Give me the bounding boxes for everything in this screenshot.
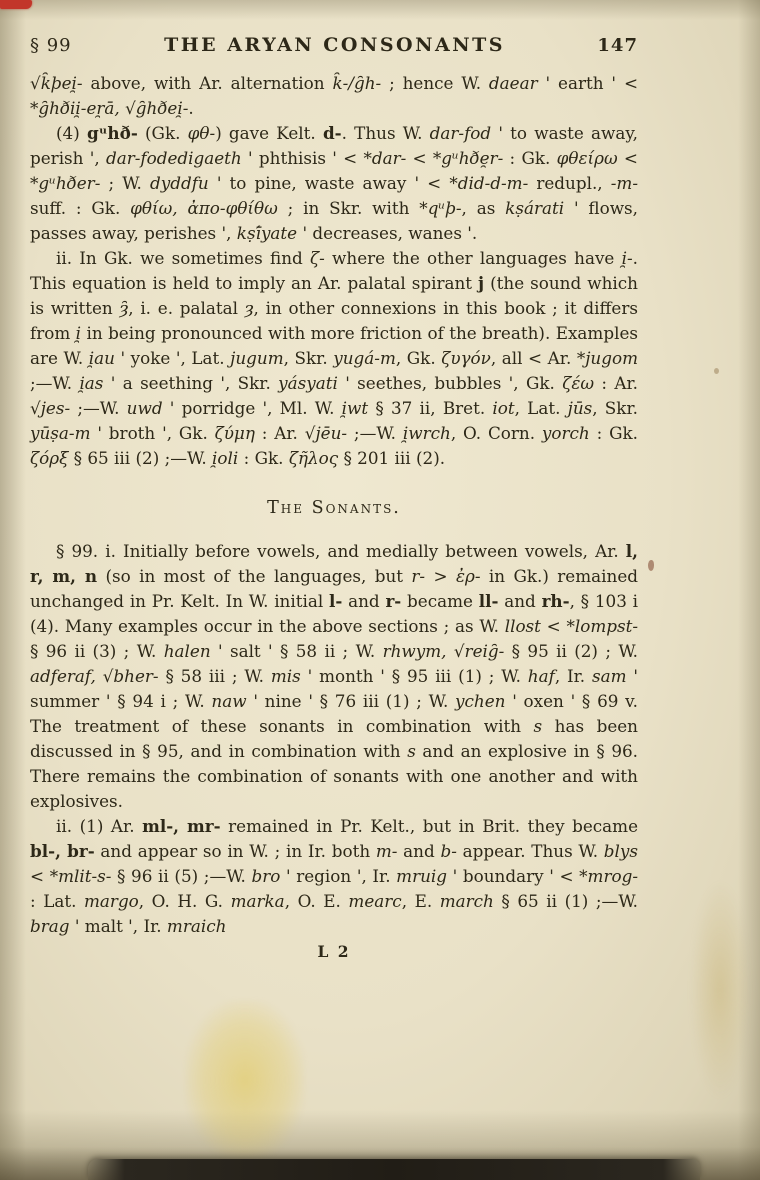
section-number: § 99 bbox=[30, 35, 72, 56]
paper-stain bbox=[185, 1000, 305, 1160]
text-run: k̑-/g̑h- bbox=[332, 73, 382, 93]
text-run: ;—W. bbox=[70, 398, 127, 418]
page-content bbox=[30, 34, 638, 961]
text-run: ) gave Kelt. bbox=[215, 123, 323, 143]
text-run: ζῆλος bbox=[288, 448, 339, 468]
text-run: φθίω, ἀπο-φθίθω bbox=[130, 198, 278, 218]
text-run: ;—W. bbox=[30, 373, 80, 393]
text-run: ' decreases, wanes '. bbox=[297, 223, 478, 243]
text-run: (4) bbox=[56, 123, 87, 143]
signature-mark: L 2 bbox=[317, 942, 351, 961]
text-run: jūs bbox=[567, 398, 593, 418]
text-run: blys bbox=[603, 841, 638, 861]
text-run: , O. Corn. bbox=[450, 423, 542, 443]
paragraph-99-ii bbox=[30, 814, 638, 939]
text-run: ' earth ' < bbox=[537, 73, 639, 93]
running-title: THE ARYAN CONSONANTS bbox=[164, 34, 505, 56]
text-run: , Lat. bbox=[514, 398, 568, 418]
text-run: mis bbox=[270, 666, 301, 686]
text-run: ; W. bbox=[100, 173, 150, 193]
text-run: i̯- bbox=[621, 248, 633, 268]
text-run: and appear so in W. ; in Ir. both bbox=[94, 841, 376, 861]
text-run: < bbox=[617, 148, 638, 168]
text-run: redupl., bbox=[528, 173, 611, 193]
text-run: § 58 iii ; W. bbox=[158, 666, 271, 686]
text-run: φθ- bbox=[187, 123, 216, 143]
text-run: r- bbox=[411, 566, 426, 586]
text-run: ' to waste away, perish ', bbox=[30, 123, 639, 168]
text-run: (Gk. bbox=[137, 123, 188, 143]
text-run: *lompst- bbox=[566, 616, 638, 636]
text-run: . This equation is held to imply an Ar. palatal spirant bbox=[30, 248, 638, 293]
text-run: marka bbox=[230, 891, 285, 911]
text-run: ' malt ', Ir. bbox=[69, 916, 167, 936]
text-run: i̯as bbox=[79, 373, 104, 393]
text-run: ychen bbox=[455, 691, 506, 711]
text-run: ii. (1) Ar. bbox=[56, 816, 143, 836]
text-run: became bbox=[401, 591, 479, 611]
text-run: , O. H. G. bbox=[138, 891, 231, 911]
text-run: ȝ̑ bbox=[119, 298, 129, 318]
text-run: -m- bbox=[610, 173, 638, 193]
text-run: < bbox=[30, 866, 50, 886]
text-run: bl-, br- bbox=[30, 841, 95, 861]
text-run: < bbox=[406, 148, 433, 168]
text-run: (so in most of the languages, but bbox=[97, 566, 412, 586]
text-run: , Ir. bbox=[554, 666, 592, 686]
text-run: ' porridge ', Ml. W. bbox=[162, 398, 342, 418]
text-run: *gᵘhðe̯r- bbox=[432, 148, 504, 168]
text-run: remained in Pr. Kelt., but in Brit. they became bbox=[220, 816, 639, 836]
text-run: § 99. i. Initially before vowels, and medially between vowels, Ar. bbox=[56, 541, 626, 561]
text-run: ml-, mr- bbox=[142, 816, 221, 836]
text-run: daear bbox=[488, 73, 538, 93]
text-run: l, r, m, n bbox=[30, 541, 638, 586]
text-run: jugum bbox=[230, 348, 284, 368]
text-run: ' oxen ' § 69 v. The treatment of these sonants in combination with bbox=[30, 691, 638, 736]
text-run: iot bbox=[492, 398, 515, 418]
text-run: has been discussed in § 95, and in combination with bbox=[30, 716, 638, 761]
text-run: ' seethes, bubbles ', Gk. bbox=[337, 373, 563, 393]
text-run: naw bbox=[211, 691, 247, 711]
text-run: ' region ', Ir. bbox=[280, 866, 397, 886]
text-run: haf bbox=[527, 666, 555, 686]
text-run: √k̑þei̯- bbox=[30, 73, 83, 93]
text-run: , all < Ar. bbox=[490, 348, 577, 368]
text-run: in Gk.) remained unchanged in Pr. Kelt. In W. initial bbox=[30, 566, 639, 611]
text-run: . Thus W. bbox=[341, 123, 430, 143]
text-run: yugá-m bbox=[333, 348, 396, 368]
text-run: : Gk. bbox=[503, 148, 557, 168]
scan-edge-bar bbox=[88, 1159, 700, 1180]
ink-speck bbox=[714, 368, 719, 374]
text-run: , Skr. bbox=[283, 348, 334, 368]
text-run: φθείρω bbox=[556, 148, 618, 168]
text-run: : Ar. bbox=[594, 373, 638, 393]
text-run: mearc bbox=[348, 891, 402, 911]
text-run: r- bbox=[385, 591, 402, 611]
text-run: *gᵘhðer- bbox=[30, 173, 101, 193]
text-run: b- bbox=[440, 841, 457, 861]
text-run: i̯au bbox=[88, 348, 115, 368]
text-run: margo bbox=[84, 891, 139, 911]
text-run: , in other connexions in this book ; it differs from bbox=[30, 298, 638, 343]
text-run: ' to pine, waste away ' < bbox=[208, 173, 450, 193]
text-run: above, with Ar. alternation bbox=[82, 73, 333, 93]
text-run: (the sound which is written bbox=[30, 273, 638, 318]
text-run: rh- bbox=[541, 591, 570, 611]
text-run: ȝ bbox=[244, 298, 254, 318]
text-run: l- bbox=[329, 591, 343, 611]
text-run: ' boundary ' < bbox=[447, 866, 580, 886]
text-run: march bbox=[439, 891, 494, 911]
text-run: ζέω bbox=[562, 373, 595, 393]
text-run: *qᵘþ- bbox=[419, 198, 462, 218]
text-run: : Lat. bbox=[30, 891, 84, 911]
text-run: yorch bbox=[541, 423, 590, 443]
text-run: adferaf, √bher- bbox=[30, 666, 159, 686]
page-body bbox=[30, 71, 638, 961]
text-run: ζυγόν bbox=[441, 348, 491, 368]
text-run: ἐρ- bbox=[455, 566, 481, 586]
text-run: : Ar. bbox=[254, 423, 305, 443]
text-run: > bbox=[425, 566, 456, 586]
text-run: ll- bbox=[478, 591, 499, 611]
text-run: ' month ' § 95 iii (1) ; W. bbox=[300, 666, 528, 686]
text-run: mruig bbox=[396, 866, 448, 886]
text-run: *dar- bbox=[363, 148, 407, 168]
text-run: § 201 iii (2). bbox=[338, 448, 446, 468]
text-run: ' salt ' § 58 ii ; W. bbox=[210, 641, 383, 661]
text-run: √jēu- bbox=[304, 423, 348, 443]
paragraph-99-i bbox=[30, 539, 638, 814]
text-run: ' phthisis ' < bbox=[241, 148, 364, 168]
text-run: sam bbox=[592, 666, 627, 686]
text-run: ζ- bbox=[310, 248, 325, 268]
text-run: j bbox=[478, 273, 485, 293]
red-ink-mark bbox=[0, 0, 32, 9]
paper-stain bbox=[690, 880, 750, 1100]
text-run: and bbox=[397, 841, 441, 861]
text-run: ζύμη bbox=[214, 423, 255, 443]
text-run: i̯oli bbox=[212, 448, 239, 468]
text-run: i̯wt bbox=[341, 398, 369, 418]
text-run: , E. bbox=[401, 891, 440, 911]
text-run: , Skr. bbox=[592, 398, 638, 418]
text-run: , Gk. bbox=[395, 348, 442, 368]
text-run: i̯ bbox=[75, 323, 82, 343]
text-run: llost bbox=[504, 616, 541, 636]
text-run: , O. E. bbox=[284, 891, 349, 911]
text-run: ' yoke ', Lat. bbox=[114, 348, 231, 368]
ink-speck bbox=[648, 560, 654, 571]
text-run: mraich bbox=[166, 916, 227, 936]
text-run: dyddfu bbox=[149, 173, 209, 193]
text-run: , § 103 i (4). Many examples occur in the above sections ; as W. bbox=[30, 591, 639, 636]
text-run: , as bbox=[461, 198, 506, 218]
text-run: ' nine ' § 76 iii (1) ; W. bbox=[246, 691, 456, 711]
text-run: d- bbox=[322, 123, 342, 143]
text-run: and an explosive in § 96. There remains the combination of sonants with one another and with explosives. bbox=[30, 741, 639, 811]
text-run: brag bbox=[30, 916, 70, 936]
text-run: *g̑hðii̯-er̯ā, √g̑hðei̯- bbox=[30, 98, 189, 118]
paragraph-zeta bbox=[30, 246, 638, 471]
text-run: *did-d-m- bbox=[449, 173, 529, 193]
text-run: ;—W. bbox=[347, 423, 403, 443]
text-run: s bbox=[533, 716, 543, 736]
text-run: appear. Thus W. bbox=[456, 841, 604, 861]
text-run: halen bbox=[163, 641, 211, 661]
text-run: < bbox=[540, 616, 567, 636]
text-run: gᵘhð- bbox=[86, 123, 138, 143]
text-run: kṣī́yate bbox=[236, 223, 298, 243]
paragraph-continuation bbox=[30, 71, 638, 121]
text-run: in being pronounced with more friction of the breath). Examples are W. bbox=[30, 323, 638, 368]
page-number: 147 bbox=[597, 35, 638, 56]
paragraph-gwh bbox=[30, 121, 638, 246]
text-run: : Gk. bbox=[589, 423, 638, 443]
text-run: suff. : Gk. bbox=[30, 198, 131, 218]
text-run: √jes- bbox=[30, 398, 71, 418]
text-run: § 96 ii (5) ;—W. bbox=[111, 866, 252, 886]
text-run: yūṣa-m bbox=[30, 423, 91, 443]
text-run: rhwym, √reig̑- bbox=[382, 641, 505, 661]
text-run: ii. In Gk. we sometimes find bbox=[56, 248, 311, 268]
text-run: i̯wrch bbox=[402, 423, 451, 443]
text-run: § 96 ii (3) ; W. bbox=[30, 641, 164, 661]
sonants-heading: The Sonants. bbox=[267, 498, 401, 518]
text-run: *mrog- bbox=[579, 866, 638, 886]
text-run: ; hence W. bbox=[381, 73, 489, 93]
page-header bbox=[30, 34, 638, 56]
text-run: ζόρξ bbox=[30, 448, 69, 468]
text-run: where the other languages have bbox=[324, 248, 622, 268]
text-run: *jugom bbox=[576, 348, 638, 368]
text-run: . bbox=[188, 98, 194, 118]
text-run: ' a seething ', Skr. bbox=[103, 373, 279, 393]
text-run: kṣárati bbox=[505, 198, 565, 218]
text-run: m- bbox=[375, 841, 398, 861]
text-run: : Gk. bbox=[238, 448, 289, 468]
text-run: uwd bbox=[126, 398, 163, 418]
text-run: § 95 ii (2) ; W. bbox=[504, 641, 638, 661]
text-run: dar-fodedigaeth bbox=[105, 148, 242, 168]
text-run: ' summer ' § 94 i ; W. bbox=[30, 666, 638, 711]
text-run: dar-fod bbox=[429, 123, 492, 143]
text-run: ' flows, passes away, perishes ', bbox=[30, 198, 639, 243]
text-run: ; in Skr. with bbox=[277, 198, 420, 218]
text-run: and bbox=[342, 591, 386, 611]
text-run: § 65 ii (1) ;—W. bbox=[493, 891, 638, 911]
text-run: yásyati bbox=[278, 373, 338, 393]
text-run: § 65 iii (2) ;—W. bbox=[68, 448, 213, 468]
text-run: ' broth ', Gk. bbox=[90, 423, 215, 443]
text-run: § 37 ii, Bret. bbox=[368, 398, 493, 418]
text-run: , i. e. palatal bbox=[128, 298, 245, 318]
text-run: bro bbox=[251, 866, 281, 886]
text-run: and bbox=[498, 591, 542, 611]
text-run: s bbox=[407, 741, 416, 761]
text-run: *mlit-s- bbox=[49, 866, 112, 886]
